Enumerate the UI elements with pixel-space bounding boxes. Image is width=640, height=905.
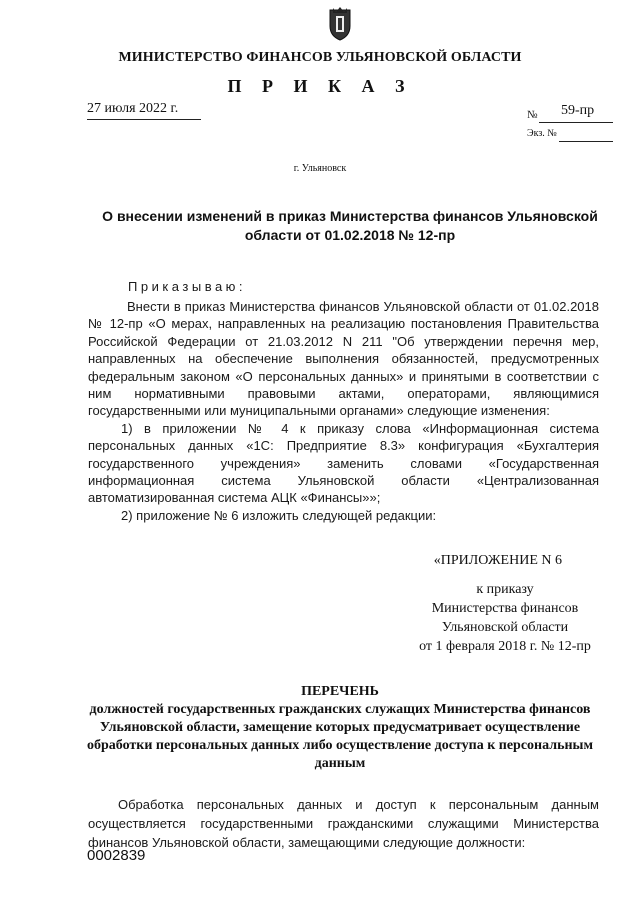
appendix-line-1: к приказу (476, 582, 534, 597)
number-label: № (527, 109, 538, 121)
appendix-line-3: Ульяновской области (441, 620, 569, 635)
document-type: П Р И К А З (227, 76, 413, 96)
document-title: О внесении изменений в приказ Министерства финансов Ульяновской области от 01.02.2018 № 12-пр (102, 208, 598, 243)
document-date: 27 июля 2022 г. (87, 101, 179, 116)
appendix-block (405, 551, 605, 656)
list-heading: ПЕРЕЧЕНЬ (301, 684, 379, 699)
date-underline (87, 119, 201, 120)
copy-number-underline (559, 141, 613, 142)
paragraph-item-2: 2) приложение № 6 изложить следующей редакции: (121, 507, 437, 523)
list-subtitle: должностей государственных гражданских служащих Министерства финансов Ульяновской области, замещение которых предусматривает осуществление обработки персональных данных либо осуществление доступа к персональным данным (86, 702, 594, 771)
coat-of-arms-icon (327, 6, 353, 42)
serial-number: 0002839 (87, 847, 146, 864)
order-body (88, 298, 599, 524)
appendix-line-4: от 1 февраля 2018 г. № 12-пр (419, 639, 591, 654)
paragraph-intro: Внести в приказ Министерства финансов Ульяновской области от 01.02.2018 № 12-пр «О мерах, направленных на реализацию постановления Правительства Российской Федерации от 21.03.2012 N 211 "Об утверждении перечня мер, направленных на обеспечение выполнения обязанностей, предусмотренных федеральным законом «О персональных данных» и принятыми в соответствии с ним нормативными правовыми актами, операторами, являющимися государственными или муниципальными органами» следующие изменения: (88, 299, 599, 419)
appendix-heading: «ПРИЛОЖЕНИЕ N 6 (433, 553, 562, 568)
number-underline (539, 122, 613, 123)
document-number: 59-пр (561, 103, 595, 118)
list-title-block (80, 683, 600, 773)
paragraph-item-1: 1) в приложении № 4 к приказу слова «Информационная система персональных данных «1С: Предприятие 8.3» конфигурация «Бухгалтерия государственного учреждения» заменить словами «Государственная информационная система Ульяновской области «Централизованная автоматизированная система АЦК «Финансы»»; (88, 420, 599, 506)
appendix-line-2: Министерства финансов (431, 601, 579, 616)
order-word: Приказываю: (128, 279, 247, 294)
list-intro-text: Обработка персональных данных и доступ к персональным данным осуществляется государственными гражданскими служащими Министерства финансов Ульяновской области, замещающими следующие должности: (88, 797, 599, 850)
city: г. Ульяновск (293, 163, 347, 174)
ministry-name: МИНИСТЕРСТВО ФИНАНСОВ УЛЬЯНОВСКОЙ ОБЛАСТИ (118, 50, 522, 65)
copy-number-label: Экз. № (527, 128, 557, 139)
list-intro (88, 795, 599, 852)
